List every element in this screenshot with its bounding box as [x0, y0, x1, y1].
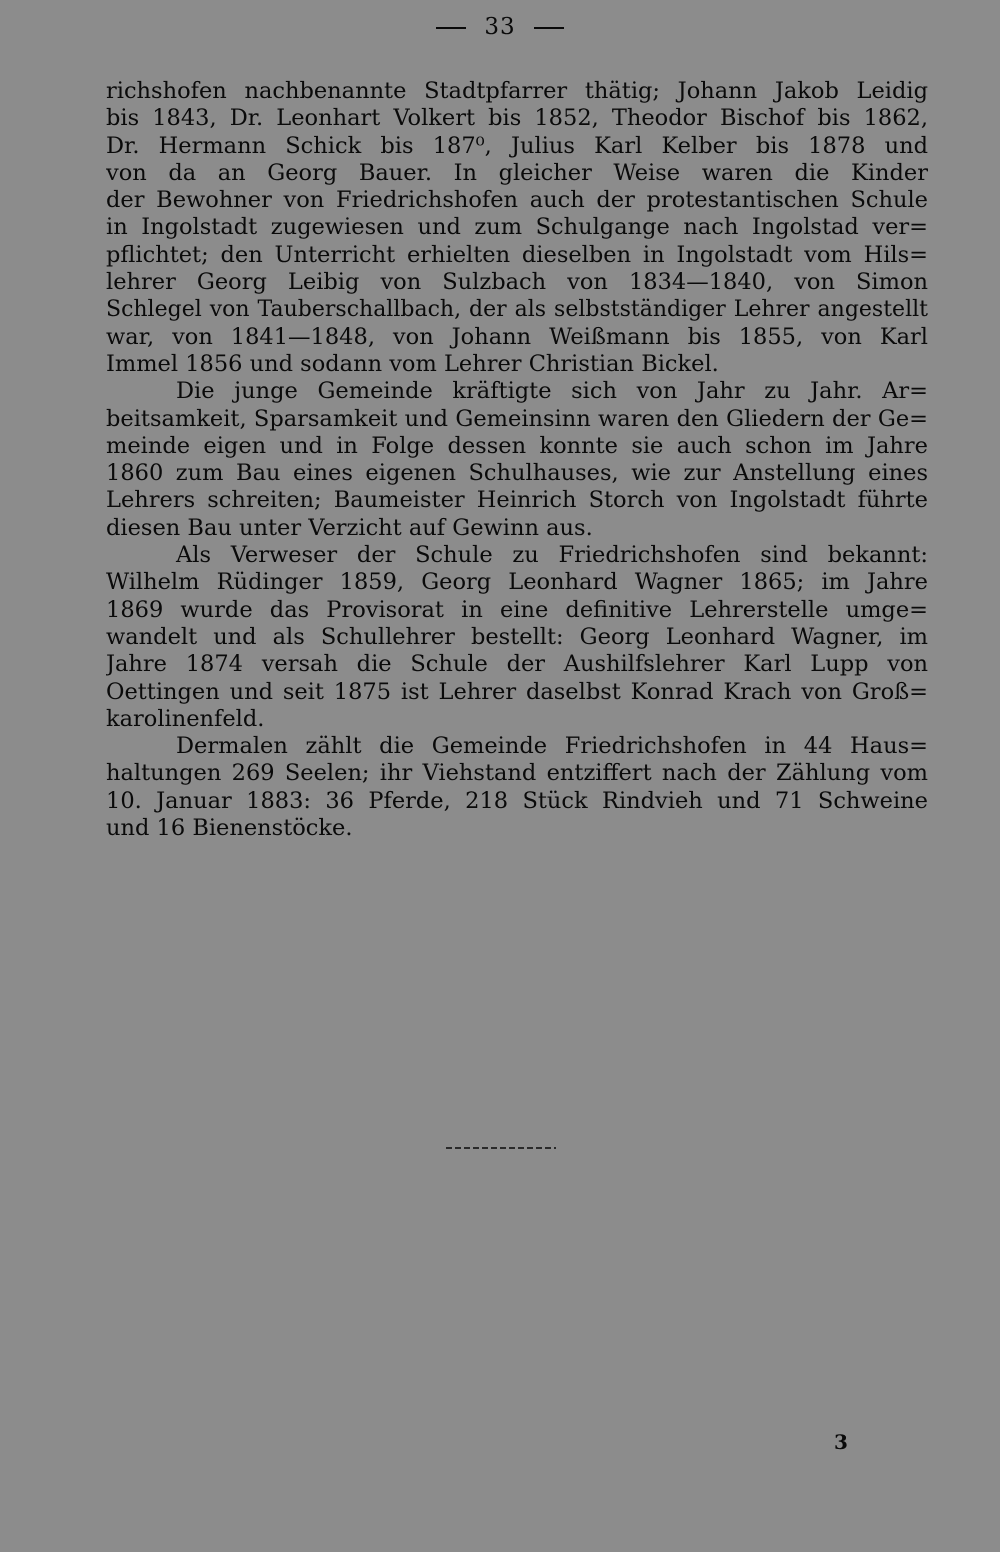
- text-line: Schlegel von Tauberschallbach, der als selbstständiger Lehrer angestellt: [106, 297, 928, 323]
- text-line: richshofen nachbenannte Stadtpfarrer thätig; Johann Jakob Leidig: [106, 78, 928, 104]
- paragraph: [106, 733, 928, 842]
- text-line: beitsamkeit, Sparsamkeit und Gemeinsinn waren den Gliedern der Ge=: [106, 405, 928, 432]
- page-number: [0, 14, 1000, 40]
- text-line: 1869 wurde das Provisorat in eine definitive Lehrerstelle umge=: [106, 596, 928, 623]
- text-line: war, von 1841—1848, von Johann Weißmann bis 1855, von Karl: [106, 323, 928, 350]
- text-line: wandelt und als Schullehrer bestellt: Georg Leonhard Wagner, im: [106, 623, 928, 650]
- text-line: der Bewohner von Friedrichshofen auch der protestantischen Schule: [106, 187, 928, 214]
- signature-mark: 3: [834, 1430, 848, 1454]
- text-line: und 16 Bienenstöcke.: [106, 815, 353, 842]
- text-line: Die junge Gemeinde kräftigte sich von Jahr zu Jahr. Ar=: [176, 378, 928, 405]
- text-line: Als Verweser der Schule zu Friedrichshofen sind bekannt:: [176, 542, 928, 569]
- text-line: karolinenfeld.: [106, 705, 265, 732]
- body-text: [106, 78, 928, 842]
- text-line: Lehrers schreiten; Baumeister Heinrich Storch von Ingolstadt führte: [106, 487, 928, 514]
- text-line: von da an Georg Bauer. In gleicher Weise waren die Kinder: [106, 159, 928, 186]
- page-number-dash-left: [436, 27, 466, 29]
- text-line: haltungen 269 Seelen; ihr Viehstand entziffert nach der Zählung vom: [106, 760, 928, 787]
- text-line: Oettingen und seit 1875 ist Lehrer daselbst Konrad Krach von Groß=: [106, 678, 928, 705]
- text-line: Jahre 1874 versah die Schule der Aushilfslehrer Karl Lupp von: [106, 651, 928, 678]
- text-line: Wilhelm Rüdinger 1859, Georg Leonhard Wagner 1865; im Jahre: [106, 569, 928, 596]
- text-line: Dermalen zählt die Gemeinde Friedrichshofen in 44 Haus=: [176, 733, 928, 760]
- paragraph: [106, 542, 928, 733]
- page-number-value: 33: [484, 14, 516, 40]
- text-line: lehrer Georg Leibig von Sulzbach von 1834—1840, von Simon: [106, 269, 928, 296]
- paragraph: [106, 78, 928, 378]
- text-line: Dr. Hermann Schick bis 187⁰, Julius Karl Kelber bis 1878 und: [106, 132, 928, 159]
- text-line: 1860 zum Bau eines eigenen Schulhauses, wie zur Anstellung eines: [106, 460, 928, 487]
- text-line: pflichtet; den Unterricht erhielten dieselben in Ingolstadt vom Hils=: [106, 241, 928, 268]
- text-line: diesen Bau unter Verzicht auf Gewinn aus.: [106, 514, 593, 541]
- text-line: bis 1843, Dr. Leonhart Volkert bis 1852, Theodor Bischof bis 1862,: [106, 105, 928, 132]
- page-number-dash-right: [534, 27, 564, 29]
- separator-line: [446, 1147, 556, 1149]
- text-line: meinde eigen und in Folge dessen konnte sie auch schon im Jahre: [106, 432, 928, 459]
- paragraph: [106, 378, 928, 542]
- text-line: Immel 1856 und sodann vom Lehrer Christian Bickel.: [106, 350, 719, 377]
- text-line: in Ingolstadt zugewiesen und zum Schulgange nach Ingolstad ver=: [106, 214, 928, 241]
- text-line: 10. Januar 1883: 36 Pferde, 218 Stück Rindvieh und 71 Schweine: [106, 787, 928, 814]
